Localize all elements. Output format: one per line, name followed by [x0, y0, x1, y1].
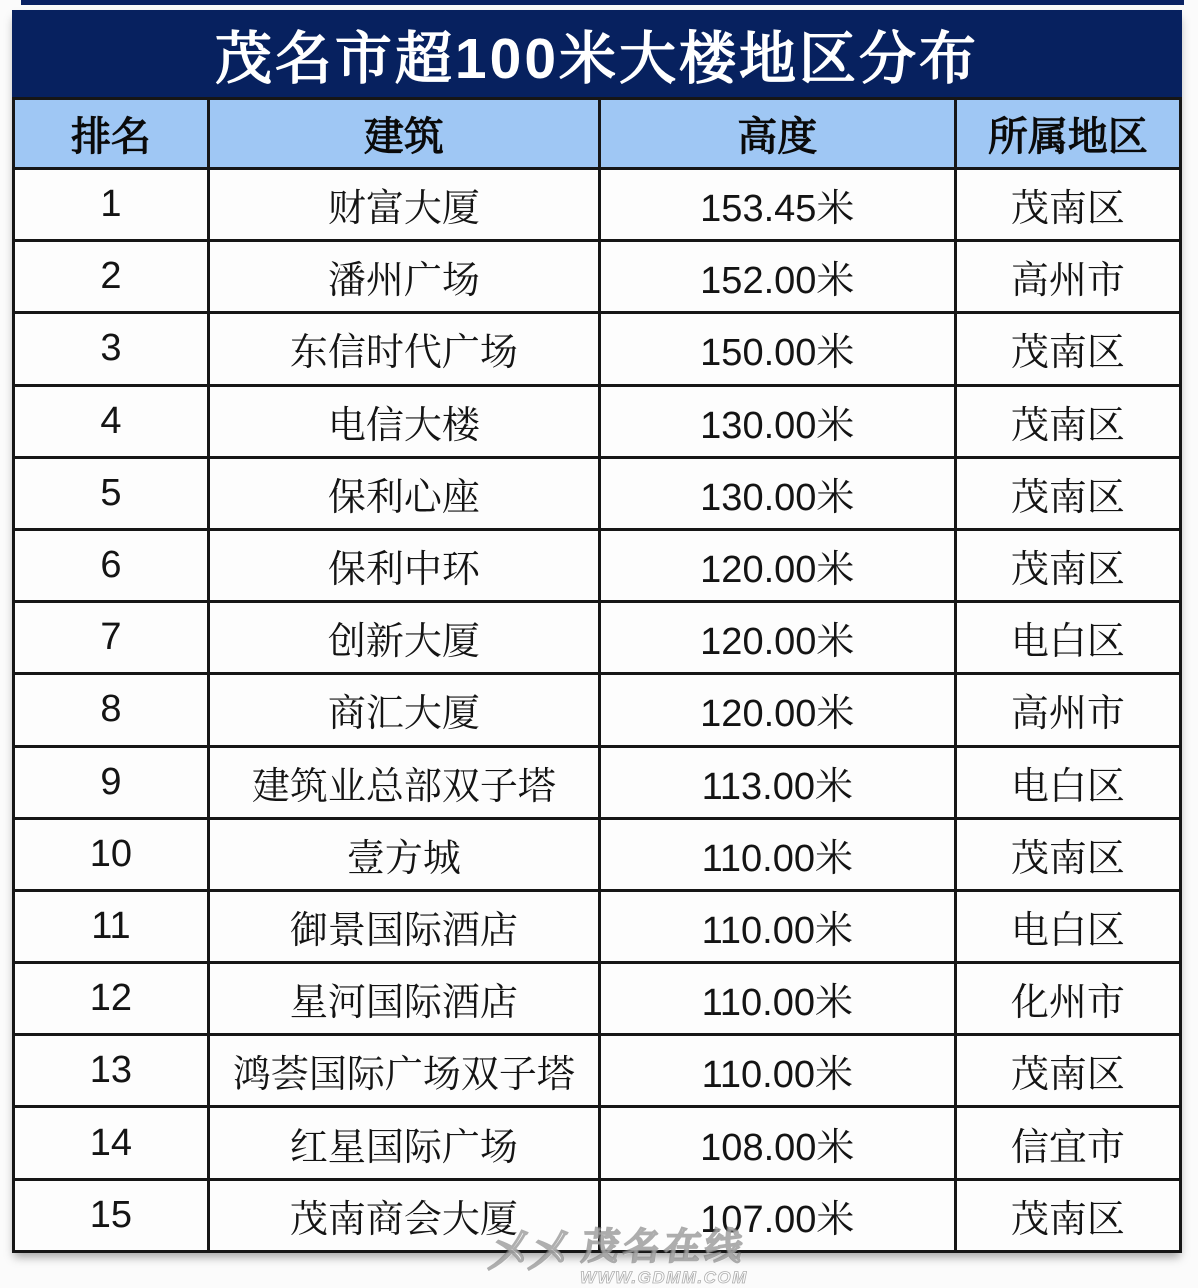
- height-cell: 120.00米: [599, 674, 955, 746]
- height-cell: 130.00米: [599, 457, 955, 529]
- district-cell: 电白区: [955, 746, 1180, 818]
- building-cell: 壹方城: [208, 818, 599, 890]
- district-cell: 高州市: [955, 674, 1180, 746]
- district-cell: 茂南区: [955, 313, 1180, 385]
- district-cell: 茂南区: [955, 169, 1180, 241]
- rank-cell: 6: [14, 529, 209, 601]
- building-cell: 保利中环: [208, 529, 599, 601]
- column-header-rank: 排名: [14, 99, 209, 169]
- district-cell: 信宜市: [955, 1107, 1180, 1179]
- height-cell: 130.00米: [599, 385, 955, 457]
- district-cell: 茂南区: [955, 457, 1180, 529]
- building-cell: 星河国际酒店: [208, 963, 599, 1035]
- rank-cell: 11: [14, 890, 209, 962]
- rank-cell: 10: [14, 818, 209, 890]
- height-cell: 153.45米: [599, 169, 955, 241]
- building-cell: 创新大厦: [208, 602, 599, 674]
- table-row: [14, 1107, 1181, 1179]
- height-cell: 108.00米: [599, 1107, 955, 1179]
- district-cell: 茂南区: [955, 1035, 1180, 1107]
- building-cell: 财富大厦: [208, 169, 599, 241]
- table-row: [14, 241, 1181, 313]
- height-cell: 107.00米: [599, 1179, 955, 1251]
- building-cell: 御景国际酒店: [208, 890, 599, 962]
- district-cell: 茂南区: [955, 385, 1180, 457]
- table-row: [14, 1035, 1181, 1107]
- table-row: [14, 746, 1181, 818]
- page-title: 茂名市超100米大楼地区分布: [214, 26, 980, 91]
- height-cell: 150.00米: [599, 313, 955, 385]
- height-cell: 120.00米: [599, 602, 955, 674]
- table-row: [14, 313, 1181, 385]
- table-header-row: [14, 99, 1181, 169]
- table-row: [14, 169, 1181, 241]
- rank-cell: 15: [14, 1179, 209, 1251]
- table-row: [14, 890, 1181, 962]
- table-row: [14, 602, 1181, 674]
- table-row: [14, 529, 1181, 601]
- height-cell: 110.00米: [599, 963, 955, 1035]
- district-cell: 茂南区: [955, 818, 1180, 890]
- height-cell: 110.00米: [599, 1035, 955, 1107]
- table-row: [14, 674, 1181, 746]
- buildings-table: [12, 97, 1182, 1253]
- column-header-building: 建筑: [208, 99, 599, 169]
- height-cell: 113.00米: [599, 746, 955, 818]
- rank-cell: 7: [14, 602, 209, 674]
- rank-cell: 1: [14, 169, 209, 241]
- table-row: [14, 385, 1181, 457]
- height-cell: 110.00米: [599, 890, 955, 962]
- district-cell: 电白区: [955, 890, 1180, 962]
- table-row: [14, 1179, 1181, 1251]
- rank-cell: 4: [14, 385, 209, 457]
- rank-cell: 12: [14, 963, 209, 1035]
- watermark-site-name: 茂名在线: [579, 1226, 749, 1267]
- district-cell: 化州市: [955, 963, 1180, 1035]
- height-cell: 152.00米: [599, 241, 955, 313]
- column-header-district: 所属地区: [955, 99, 1180, 169]
- column-header-height: 高度: [599, 99, 955, 169]
- table-row: [14, 963, 1181, 1035]
- table-row: [14, 818, 1181, 890]
- top-crop-strip: [21, 0, 1184, 5]
- height-cell: 110.00米: [599, 818, 955, 890]
- district-cell: 高州市: [955, 241, 1180, 313]
- building-cell: 潘州广场: [208, 241, 599, 313]
- table-body: [14, 169, 1181, 1252]
- building-cell: 建筑业总部双子塔: [208, 746, 599, 818]
- building-cell: 东信时代广场: [208, 313, 599, 385]
- rank-cell: 5: [14, 457, 209, 529]
- building-cell: 茂南商会大厦: [208, 1179, 599, 1251]
- height-cell: 120.00米: [599, 529, 955, 601]
- rank-cell: 8: [14, 674, 209, 746]
- building-cell: 保利心座: [208, 457, 599, 529]
- rank-cell: 9: [14, 746, 209, 818]
- watermark-site-url: WWW.GDMM.COM: [580, 1268, 748, 1287]
- building-cell: 商汇大厦: [208, 674, 599, 746]
- district-cell: 电白区: [955, 602, 1180, 674]
- rank-cell: 14: [14, 1107, 209, 1179]
- buildings-table-sheet: [12, 10, 1182, 1253]
- watermark-logo-icon: 㐅㐅: [482, 1227, 570, 1280]
- table-row: [14, 457, 1181, 529]
- rank-cell: 3: [14, 313, 209, 385]
- building-cell: 电信大楼: [208, 385, 599, 457]
- district-cell: 茂南区: [955, 1179, 1180, 1251]
- rank-cell: 2: [14, 241, 209, 313]
- district-cell: 茂南区: [955, 529, 1180, 601]
- table-title-bar: [12, 10, 1182, 97]
- rank-cell: 13: [14, 1035, 209, 1107]
- building-cell: 红星国际广场: [208, 1107, 599, 1179]
- building-cell: 鸿荟国际广场双子塔: [208, 1035, 599, 1107]
